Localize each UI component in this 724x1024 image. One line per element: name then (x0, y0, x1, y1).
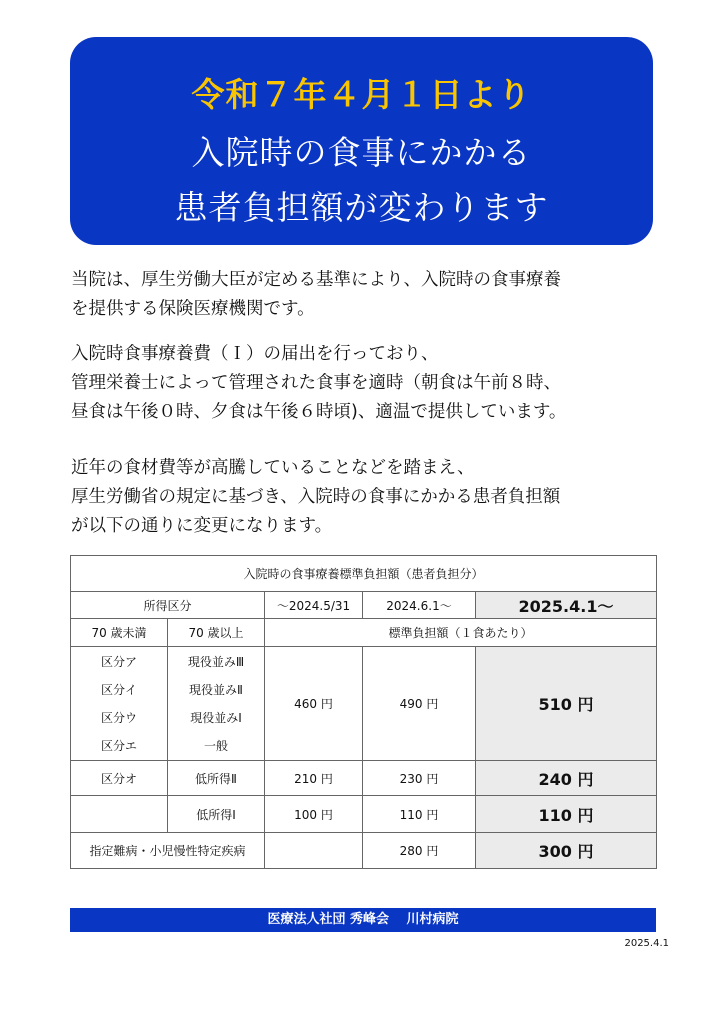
fee-cell-current: 110 円 (476, 796, 657, 833)
change-notice-paragraph (71, 454, 671, 541)
fee-cell (265, 833, 363, 869)
fee-cell-current: 240 円 (476, 761, 657, 796)
income-header: 所得区分 (71, 592, 265, 619)
period-header-current: 2025.4.1～ (476, 592, 657, 619)
fee-cell: 490 円 (363, 647, 476, 761)
fee-table (70, 555, 657, 869)
headline-line-2: 入院時の食事にかかる (191, 133, 532, 172)
change-notice-line: が以下の通りに変更になります。 (71, 516, 333, 536)
fee-cell: 100 円 (265, 796, 363, 833)
fee-cell-current: 300 円 (476, 833, 657, 869)
meal-service-line: 入院時食事療養費（Ｉ）の届出を行っており、 (71, 344, 439, 364)
fee-cell: 230 円 (363, 761, 476, 796)
fee-cell: 110 円 (363, 796, 476, 833)
table-cell-designated-disease: 指定難病・小児慢性特定疾病 (71, 833, 265, 869)
period-header: ～2024.5/31 (265, 592, 363, 619)
headline-line-3: 患者負担額が変わります (174, 188, 549, 227)
period-header: 2024.6.1～ (363, 592, 476, 619)
table-title: 入院時の食事療養標準負担額（患者負担分） (71, 556, 657, 592)
intro-paragraph (71, 266, 671, 324)
change-notice-line: 近年の食材費等が高騰していることなどを踏まえ、 (71, 458, 475, 478)
table-cell-under70 (71, 796, 168, 833)
age-header-over70: 70 歳以上 (168, 619, 265, 647)
change-notice-line: 厚生労働省の規定に基づき、入院時の食事にかかる患者負担額 (71, 487, 561, 507)
table-cell-over70: 現役並みⅢ 現役並みⅡ 現役並みⅠ 一般 (168, 647, 265, 761)
issue-date: 2025.4.1 (624, 938, 669, 949)
fee-cell: 460 円 (265, 647, 363, 761)
headline-date: 令和７年４月１日より (191, 75, 532, 114)
hospital-footer: 医療法人社団 秀峰会 川村病院 (70, 908, 656, 932)
meal-service-paragraph (71, 340, 671, 427)
table-cell-over70: 低所得Ⅰ (168, 796, 265, 833)
intro-line: を提供する保険医療機関です。 (71, 299, 315, 319)
meal-service-line: 管理栄養士によって管理された食事を適時（朝食は午前８時、 (71, 373, 561, 393)
table-cell-over70: 低所得Ⅱ (168, 761, 265, 796)
meal-service-line: 昼食は午後０時、夕食は午後６時頃)、適温で提供しています。 (71, 402, 567, 422)
age-header-under70: 70 歳未満 (71, 619, 168, 647)
standard-fee-header: 標準負担額（１食あたり） (265, 619, 657, 647)
table-cell-under70: 区分ア 区分イ 区分ウ 区分エ (71, 647, 168, 761)
headline-banner (70, 37, 653, 245)
intro-line: 当院は、厚生労働大臣が定める基準により、入院時の食事療養 (71, 270, 561, 290)
table-cell-under70: 区分オ (71, 761, 168, 796)
fee-cell: 210 円 (265, 761, 363, 796)
fee-cell: 280 円 (363, 833, 476, 869)
fee-cell-current: 510 円 (476, 647, 657, 761)
